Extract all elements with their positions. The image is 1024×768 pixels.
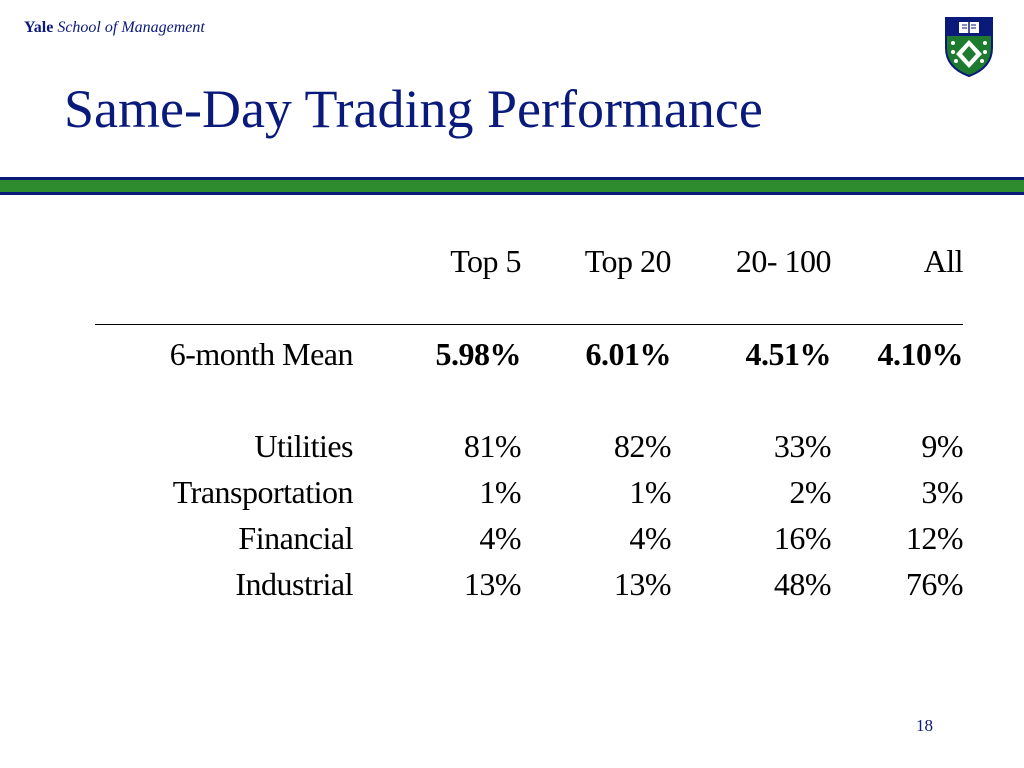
cell-value: 76% xyxy=(905,565,963,602)
mean-row xyxy=(95,325,963,384)
cell-value: 16% xyxy=(773,519,831,556)
cell-value: 1% xyxy=(479,473,521,510)
cell-value: 33% xyxy=(773,427,831,464)
table-header-row xyxy=(95,234,963,288)
brand-school: School of Management xyxy=(57,19,205,36)
brand-yale: Yale xyxy=(24,19,54,36)
row-label: Financial xyxy=(238,519,353,556)
header-divider xyxy=(0,177,1024,199)
cell-value: 4% xyxy=(629,519,671,556)
table-row xyxy=(95,561,963,607)
header-empty-cell xyxy=(95,234,353,288)
page-number: 18 xyxy=(916,716,933,735)
column-header: Top 20 xyxy=(584,242,671,279)
column-header: All xyxy=(923,242,963,279)
column-header: Top 5 xyxy=(450,242,521,279)
header-rule xyxy=(95,288,963,325)
slide-title: Same-Day Trading Performance xyxy=(64,79,763,139)
table-row xyxy=(95,423,963,469)
row-label: Industrial xyxy=(235,565,353,602)
cell-value: 48% xyxy=(773,565,831,602)
cell-value: 2% xyxy=(789,473,831,510)
cell-value: 81% xyxy=(463,427,521,464)
brand-label xyxy=(24,19,205,37)
table-row xyxy=(95,515,963,561)
mean-value: 6.01% xyxy=(585,335,671,372)
mean-value: 4.10% xyxy=(877,335,963,372)
row-label: 6-month Mean xyxy=(169,335,353,372)
yale-shield-icon xyxy=(944,16,994,78)
row-label: Utilities xyxy=(254,427,353,464)
cell-value: 9% xyxy=(921,427,963,464)
mean-value: 5.98% xyxy=(435,335,521,372)
cell-value: 13% xyxy=(613,565,671,602)
column-header: 20- 100 xyxy=(735,242,831,279)
row-label: Transportation xyxy=(172,473,353,510)
cell-value: 13% xyxy=(463,565,521,602)
cell-value: 1% xyxy=(629,473,671,510)
cell-value: 3% xyxy=(921,473,963,510)
cell-value: 4% xyxy=(479,519,521,556)
table-row xyxy=(95,469,963,515)
cell-value: 82% xyxy=(613,427,671,464)
mean-value: 4.51% xyxy=(745,335,831,372)
performance-table xyxy=(95,234,963,607)
cell-value: 12% xyxy=(905,519,963,556)
